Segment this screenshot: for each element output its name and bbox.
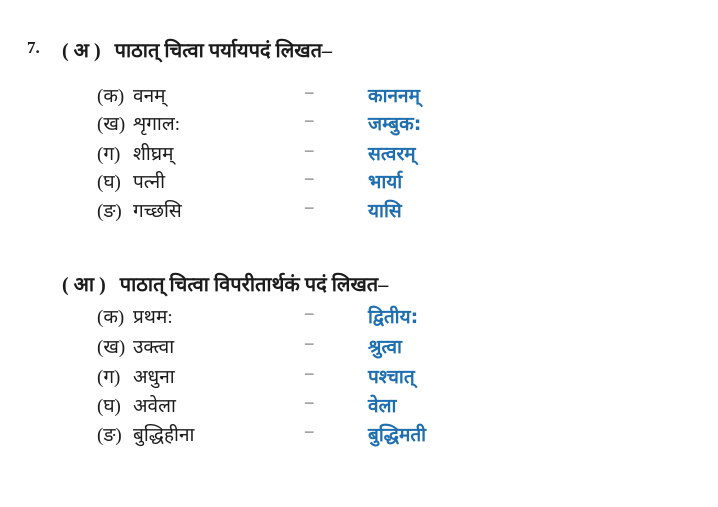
synonym-row — [0, 110, 718, 136]
section-aa-header — [62, 270, 388, 297]
dash: – — [305, 303, 314, 322]
item-label: (घ) — [97, 172, 121, 193]
item-word: गच्छसि — [133, 201, 182, 222]
section-aa-marker: ( आ ) — [62, 274, 106, 296]
item-word: बुद्धिहीना — [133, 425, 195, 446]
item-label: (ख) — [97, 114, 126, 135]
item-word: शीघ्रम् — [133, 144, 174, 165]
item-answer: बुद्धिमती — [368, 424, 427, 446]
synonym-row — [0, 140, 718, 166]
item-label: (ख) — [97, 337, 126, 358]
antonym-row — [0, 333, 718, 359]
antonym-row — [0, 421, 718, 447]
item-label: (ग) — [97, 144, 121, 165]
item-word: अधुना — [133, 367, 175, 388]
item-word: पत्नी — [133, 172, 166, 193]
item-word: अवेला — [133, 396, 176, 417]
section-aa-title: पाठात् चित्वा विपरीतार्थकं पदं लिखत– — [119, 274, 389, 296]
dash: – — [305, 82, 314, 101]
dash: – — [305, 110, 314, 129]
dash: – — [305, 197, 314, 216]
dash: – — [305, 168, 314, 187]
dash: – — [305, 140, 314, 159]
antonym-row — [0, 303, 718, 329]
item-label: (क) — [97, 86, 125, 107]
item-answer: सत्वरम् — [368, 143, 416, 165]
item-label: (ग) — [97, 367, 121, 388]
dash: – — [305, 392, 314, 411]
item-answer: काननम् — [368, 85, 420, 107]
synonym-row — [0, 168, 718, 194]
dash: – — [305, 421, 314, 440]
item-answer: जम्बुक: — [368, 113, 422, 135]
item-label: (क) — [97, 307, 125, 328]
section-a-header — [62, 36, 332, 63]
synonym-row — [0, 82, 718, 108]
item-word: उक्त्वा — [133, 337, 175, 358]
item-answer: भार्या — [368, 171, 403, 193]
question-number: 7. — [27, 38, 40, 57]
item-answer: पश्चात् — [368, 366, 415, 388]
dash: – — [305, 333, 314, 352]
item-word: शृगाल: — [133, 114, 181, 135]
section-a-title: पाठात् चित्वा पर्यायपदं लिखत– — [114, 40, 333, 62]
dash: – — [305, 363, 314, 382]
section-a-marker: ( अ ) — [62, 40, 101, 62]
item-word: वनम् — [133, 86, 166, 107]
antonym-row — [0, 363, 718, 389]
synonym-row — [0, 197, 718, 223]
item-answer: वेला — [368, 395, 397, 417]
item-answer: द्वितीय: — [368, 306, 419, 328]
item-label: (घ) — [97, 396, 121, 417]
antonym-row — [0, 392, 718, 418]
item-label: (ङ) — [97, 425, 122, 446]
item-label: (ङ) — [97, 201, 122, 222]
item-answer: श्रुत्वा — [368, 336, 402, 358]
item-answer: यासि — [368, 200, 402, 222]
item-word: प्रथम: — [133, 307, 173, 328]
